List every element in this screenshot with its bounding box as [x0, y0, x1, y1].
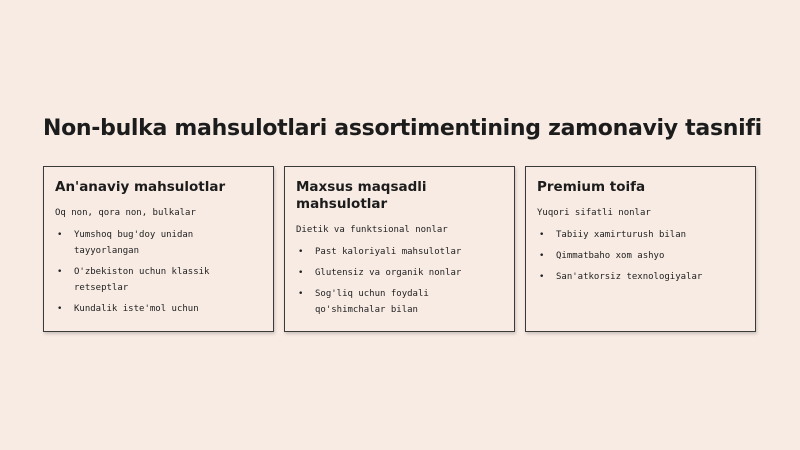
bullet-icon: • [57, 267, 63, 277]
list-item [537, 248, 744, 264]
list-item [296, 244, 503, 260]
bullet-icon: • [539, 251, 545, 261]
bullet-icon: • [57, 230, 63, 240]
bullet-icon: • [539, 272, 545, 282]
card-special-purpose-products [284, 166, 515, 332]
list-item-text: Yumshoq bug'doy unidan tayyorlangan [74, 230, 194, 256]
bullet-icon: • [298, 247, 304, 257]
card-traditional-products [43, 166, 274, 332]
card-subtitle: Oq non, qora non, bulkalar [55, 208, 196, 218]
list-item-text: Glutensiz va organik nonlar [315, 268, 462, 278]
list-item-text: Tabiiy xamirturush bilan [556, 230, 687, 240]
bullet-icon: • [298, 268, 304, 278]
card-title: An'anaviy mahsulotlar [55, 179, 226, 195]
list-item-text: Qimmatbaho xom ashyo [556, 251, 665, 261]
list-item-text: San'atkorsiz texnologiyalar [556, 272, 703, 282]
bullet-icon: • [298, 289, 304, 299]
list-item-text: Kundalik iste'mol uchun [74, 304, 199, 314]
list-item [296, 286, 503, 318]
bullet-icon: • [539, 230, 545, 240]
card-subtitle: Dietik va funktsional nonlar [296, 225, 448, 235]
list-item [55, 301, 262, 317]
list-item-text: Past kaloriyali mahsulotlar [315, 247, 462, 257]
card-bullet-list [296, 244, 503, 318]
list-item [537, 269, 744, 285]
slide-title: Non-bulka mahsulotlari assortimentining zamonaviy tasnifi [43, 116, 762, 141]
card-title: Premium toifa [537, 179, 646, 195]
list-item [296, 265, 503, 281]
card-bullet-list [537, 227, 744, 285]
list-item-text: Sog'liq uchun foydali qo'shimchalar bilan [315, 289, 429, 315]
cards-row [43, 166, 756, 332]
list-item [55, 264, 262, 296]
bullet-icon: • [57, 304, 63, 314]
card-subtitle: Yuqori sifatli nonlar [537, 208, 651, 218]
card-premium-category [525, 166, 756, 332]
card-title: Maxsus maqsadli mahsulotlar [296, 179, 427, 212]
list-item [537, 227, 744, 243]
list-item-text: O'zbekiston uchun klassik retseptlar [74, 267, 210, 293]
list-item [55, 227, 262, 259]
card-bullet-list [55, 227, 262, 317]
